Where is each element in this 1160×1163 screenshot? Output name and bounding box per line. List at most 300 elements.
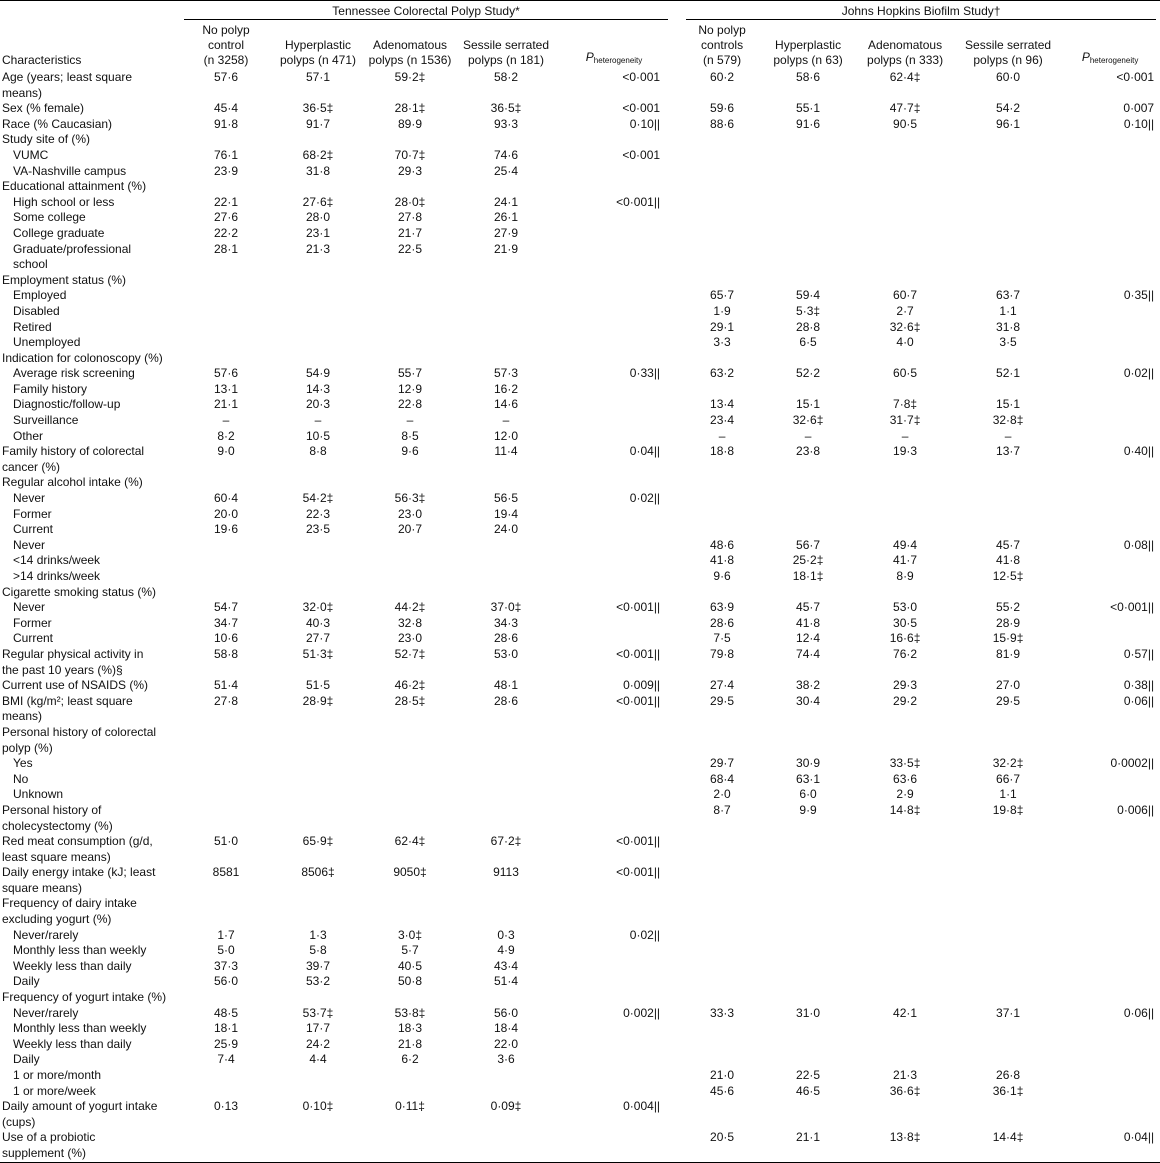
tn-p-value [556, 304, 672, 320]
table-row [0, 148, 1160, 164]
text-line: Regular physical activity in [2, 646, 144, 661]
tn-value: 8581 [212, 865, 240, 880]
tn-value: 53·8‡ [394, 1005, 426, 1020]
column-gap [672, 507, 682, 523]
tn-value: 1·3 [309, 927, 327, 942]
tn-value: 0·3 [497, 927, 515, 942]
text-line: Graduate/professional [13, 241, 132, 256]
jh-value: 60·7 [893, 288, 918, 303]
tn-p-value [556, 288, 672, 304]
header-jh-col-0 [682, 23, 762, 70]
jh-value [854, 491, 956, 507]
text-line: Frequency of yogurt intake (%) [2, 990, 167, 1005]
column-gap [672, 616, 682, 632]
tn-value: 0·11‡ [395, 1099, 425, 1114]
tn-value: 28·9‡ [302, 693, 334, 708]
jh-value: 6·0 [799, 787, 817, 802]
tn-value: 39·7 [305, 958, 331, 973]
jh-value [854, 148, 956, 164]
tn-value [456, 179, 556, 195]
tn-value: 19·6 [213, 522, 239, 537]
jh-value [854, 507, 956, 523]
jh-p-value [1060, 413, 1160, 429]
tn-value: 8506‡ [301, 865, 335, 880]
jh-value: 15·9‡ [992, 631, 1024, 646]
row-label [0, 475, 180, 491]
tn-value: 23·9 [213, 163, 239, 178]
tn-value [180, 320, 272, 336]
tn-value: 31·8 [305, 163, 331, 178]
row-label [0, 974, 180, 990]
table-row [0, 210, 1160, 226]
tn-value: 23·0 [397, 631, 423, 646]
jh-p-value [1060, 1099, 1160, 1130]
jh-value: 60·2 [710, 70, 735, 84]
text-line: Daily [13, 1052, 40, 1067]
text-line: Other [13, 428, 44, 443]
column-gap [672, 1084, 682, 1100]
tn-value: 3·6 [497, 1052, 515, 1067]
jh-value [956, 865, 1060, 896]
tn-p-value: <0·001|| [616, 865, 661, 880]
jh-value [956, 1052, 1060, 1068]
text-line: polyps (n 471) [279, 53, 357, 67]
jh-value: 9·9 [799, 802, 817, 817]
row-label [0, 990, 180, 1006]
tn-value: 12·0 [493, 428, 519, 443]
tn-value: 28·0 [305, 210, 331, 225]
tn-value [180, 273, 272, 289]
tn-value: 76·1 [213, 147, 239, 162]
jh-value: 2·0 [713, 787, 731, 802]
jh-p-value [1060, 616, 1160, 632]
tn-value: – [406, 413, 414, 428]
jh-value [854, 896, 956, 927]
jh-value [956, 475, 1060, 491]
header-tn-col-0 [180, 23, 272, 70]
tn-p-value [556, 772, 672, 788]
text-line: No polyp [202, 23, 250, 37]
row-label [0, 1021, 180, 1037]
table-row [0, 1130, 1160, 1162]
jh-value: 48·6 [710, 537, 735, 552]
jh-value: 32·6‡ [889, 319, 921, 334]
column-gap [672, 413, 682, 429]
text-line: 1 or more/month [13, 1068, 102, 1082]
row-label [0, 413, 180, 429]
tn-value: 51·4 [493, 974, 519, 989]
tn-value: 27·8 [213, 693, 239, 708]
row-label [0, 522, 180, 538]
text-line: Daily [13, 974, 40, 989]
tn-value [272, 756, 364, 772]
text-line: 1 or more/week [13, 1083, 96, 1098]
table-row [0, 164, 1160, 180]
text-line: College graduate [13, 225, 105, 240]
tn-value: 18·1 [213, 1021, 239, 1036]
tn-p-value [556, 475, 672, 491]
jh-value [762, 210, 854, 226]
tn-p-value: <0·001|| [616, 600, 661, 615]
text-line: Never/rarely [13, 927, 79, 942]
jh-value: 7·5 [713, 631, 731, 646]
jh-value: 28·6 [710, 615, 735, 630]
jh-p-value: 0·10|| [1123, 116, 1155, 131]
tn-value: 40·5 [397, 958, 423, 973]
jh-p-value [1060, 974, 1160, 990]
table-row [0, 397, 1160, 413]
tn-value [456, 273, 556, 289]
row-label [0, 865, 180, 896]
tn-value [272, 179, 364, 195]
jh-value: 28·9 [996, 615, 1021, 630]
tn-value [272, 538, 364, 554]
text-line: VUMC [13, 147, 49, 162]
text-line: means) [2, 85, 43, 100]
jh-value [762, 491, 854, 507]
table-row [0, 678, 1160, 694]
column-gap [672, 1068, 682, 1084]
tn-value: 51·3‡ [302, 646, 334, 661]
text-line: Frequency of dairy intake excluding yogurt (%) [2, 896, 137, 927]
column-gap [672, 569, 682, 585]
tn-value: 43·4 [493, 958, 519, 973]
table-row [0, 351, 1160, 367]
row-label [0, 210, 180, 226]
jh-value: 21·1 [762, 1130, 854, 1162]
column-gap [672, 600, 682, 616]
tn-p-value [556, 585, 672, 601]
tn-value: 20·3 [305, 397, 331, 412]
jh-p-value [1060, 865, 1160, 896]
jh-value: 27·0 [996, 678, 1021, 693]
jh-p-value: 0·06|| [1123, 1005, 1155, 1020]
jh-value [956, 896, 1060, 927]
jh-value: 13·4 [710, 397, 735, 412]
text-line: cancer (%) [2, 459, 61, 474]
jh-value: 52·2 [796, 366, 821, 381]
text-line: Sex (% female) [2, 101, 85, 116]
tn-value [180, 585, 272, 601]
column-gap [672, 320, 682, 336]
tn-value: 32·0‡ [302, 600, 334, 615]
tn-value: 44·2‡ [394, 600, 426, 615]
column-gap [672, 491, 682, 507]
tn-p-value: <0·001 [622, 70, 661, 84]
column-gap [672, 226, 682, 242]
jh-value: 36·6‡ [889, 1083, 921, 1098]
jh-value [956, 928, 1060, 944]
jh-value [956, 1037, 1060, 1053]
table-row [0, 70, 1160, 101]
jh-value [854, 195, 956, 211]
tn-value [456, 538, 556, 554]
jh-p-value [1060, 335, 1160, 351]
tn-value [364, 803, 456, 834]
tn-value [272, 772, 364, 788]
text-line: Adenomatous [868, 38, 943, 52]
text-line: Surveillance [13, 413, 79, 428]
tn-value: 51·4 [213, 678, 239, 693]
tn-value [272, 725, 364, 756]
tn-value [180, 475, 272, 491]
tn-value: 21·1 [213, 397, 239, 412]
tn-value [456, 351, 556, 367]
table-row [0, 974, 1160, 990]
text-line: Family history of colorectal [2, 444, 145, 459]
jh-value [762, 242, 854, 273]
jh-value [956, 507, 1060, 523]
text-line: Former [13, 506, 52, 521]
row-label [0, 179, 180, 195]
table-row [0, 943, 1160, 959]
jh-value [762, 974, 854, 990]
jh-value: 59·6 [710, 101, 735, 116]
tn-value: 9113 [493, 865, 519, 880]
table-row [0, 553, 1160, 569]
column-gap [672, 304, 682, 320]
text-line: Diagnostic/follow-up [13, 397, 121, 412]
jh-value [762, 179, 854, 195]
tn-value: 28·5‡ [394, 693, 426, 708]
jh-value: 63·2 [710, 366, 735, 381]
tn-value: 0·09‡ [490, 1099, 522, 1114]
tn-value [456, 990, 556, 1006]
column-gap [672, 1021, 682, 1037]
tn-value [456, 335, 556, 351]
tn-value [456, 803, 556, 834]
jh-value: 46·5 [796, 1083, 821, 1098]
tn-value [456, 475, 556, 491]
tn-value [272, 304, 364, 320]
tn-value: 34·3 [493, 615, 519, 630]
table-row [0, 928, 1160, 944]
jh-value: 55·1 [796, 101, 821, 116]
jh-value [854, 725, 956, 756]
tn-value: 27·6 [213, 210, 239, 225]
tn-p-value [556, 1130, 672, 1162]
jh-value: 1·1 [999, 303, 1017, 318]
jh-value: 63·1 [796, 771, 821, 786]
jh-p-value [1060, 382, 1160, 398]
table-row [0, 195, 1160, 211]
jh-p-value [1060, 273, 1160, 289]
text-line: Daily amount of yogurt intake [2, 1099, 158, 1114]
tn-value: 20·0 [213, 506, 239, 521]
row-label [0, 631, 180, 647]
jh-p-value [1060, 429, 1160, 445]
table-row [0, 959, 1160, 975]
jh-value: 29·5 [996, 693, 1021, 708]
tn-value [180, 304, 272, 320]
text-line: Current use of NSAIDS (%) [2, 678, 149, 693]
tn-value: 20·7 [397, 522, 423, 537]
column-gap [672, 429, 682, 445]
jh-value [956, 491, 1060, 507]
row-label [0, 585, 180, 601]
text-line: VA-Nashville campus [13, 163, 127, 178]
row-label [0, 273, 180, 289]
jh-value: 37·1 [996, 1005, 1021, 1020]
tn-value: 10·6 [213, 631, 239, 646]
tn-value [272, 1130, 364, 1162]
table-row [0, 694, 1160, 725]
table-row [0, 117, 1160, 133]
column-gap [672, 164, 682, 180]
table-row [0, 803, 1160, 834]
text-line: supplement (%) [2, 1145, 87, 1160]
jh-value [956, 990, 1060, 1006]
tn-value: 28·1‡ [394, 101, 426, 116]
tn-value [272, 553, 364, 569]
jh-value [956, 1021, 1060, 1037]
row-label [0, 335, 180, 351]
jh-value [956, 273, 1060, 289]
jh-value [682, 585, 762, 601]
jh-value: 42·1 [893, 1005, 918, 1020]
tn-value [272, 351, 364, 367]
jh-p-value [1060, 725, 1160, 756]
jh-value [762, 1052, 854, 1068]
jh-value: 28·8 [796, 319, 821, 334]
jh-value [682, 179, 762, 195]
tn-value [456, 725, 556, 756]
jh-value [682, 725, 762, 756]
jh-value: 62·4‡ [889, 70, 921, 84]
table-row [0, 444, 1160, 475]
jh-p-value [1060, 896, 1160, 927]
jh-p-value [1060, 179, 1160, 195]
table-row [0, 366, 1160, 382]
tn-value: 14·6 [493, 397, 519, 412]
jh-value [956, 585, 1060, 601]
text-line: No polyp [698, 23, 746, 37]
text-line: the past 10 years (%)§ [2, 662, 123, 677]
table-row [0, 569, 1160, 585]
tn-value: 12·9 [397, 381, 423, 396]
jh-value: 96·1 [996, 116, 1021, 131]
column-gap [672, 896, 682, 927]
tn-p-value [556, 553, 672, 569]
jh-value: 20·5 [682, 1130, 762, 1162]
tn-value: 8·2 [217, 428, 235, 443]
table-row [0, 772, 1160, 788]
jh-value: 1·1 [999, 787, 1017, 802]
jh-p-value [1060, 569, 1160, 585]
jh-value [854, 585, 956, 601]
tn-value: 22·8 [397, 397, 423, 412]
jh-value [854, 210, 956, 226]
row-label [0, 834, 180, 865]
header-p-heterogeneity [1060, 23, 1160, 70]
jh-value: – [1004, 428, 1012, 443]
jh-value [854, 273, 956, 289]
column-gap [672, 444, 682, 475]
column-gap [672, 694, 682, 725]
jh-p-value [1060, 195, 1160, 211]
table-row [0, 585, 1160, 601]
tn-value: 6·2 [401, 1052, 419, 1067]
column-gap [672, 132, 682, 148]
jh-value [854, 242, 956, 273]
jh-value: 32·6‡ [792, 413, 824, 428]
jh-value [682, 491, 762, 507]
jh-p-value [1060, 928, 1160, 944]
row-label [0, 148, 180, 164]
jh-p-value: 0·06|| [1123, 693, 1155, 708]
tn-value [180, 772, 272, 788]
jh-value [956, 210, 1060, 226]
tn-value: 46·2‡ [394, 678, 426, 693]
tn-value: 27·9 [493, 225, 519, 240]
jh-p-value [1060, 475, 1160, 491]
jh-value [682, 974, 762, 990]
column-gap [672, 179, 682, 195]
column-gap [672, 242, 682, 273]
tn-value: 16·2 [493, 381, 519, 396]
jh-value [854, 226, 956, 242]
tn-value [364, 756, 456, 772]
row-label [0, 678, 180, 694]
tn-p-value [556, 335, 672, 351]
tn-value [272, 320, 364, 336]
jh-value [854, 1037, 956, 1053]
jh-value: 19·3 [893, 444, 918, 459]
tn-value: 4·4 [309, 1052, 327, 1067]
jh-value [682, 990, 762, 1006]
table-row [0, 756, 1160, 772]
tn-value [180, 569, 272, 585]
jh-value [956, 132, 1060, 148]
tn-value [456, 288, 556, 304]
tn-p-value: 0·02|| [629, 491, 661, 506]
jh-value: 32·2‡ [992, 756, 1024, 771]
tn-p-value [556, 990, 672, 1006]
jh-value [854, 1099, 956, 1130]
text-line: Employed [13, 288, 67, 303]
jh-value [854, 974, 956, 990]
jh-value [762, 725, 854, 756]
column-gap [672, 928, 682, 944]
tn-value: 54·2‡ [302, 491, 334, 506]
group-tennessee: Tennessee Colorectal Polyp Study* [184, 4, 668, 21]
jh-p-value [1060, 943, 1160, 959]
jh-value: 3·3 [713, 335, 731, 350]
jh-value: 12·5‡ [992, 569, 1024, 583]
jh-p-value [1060, 631, 1160, 647]
tn-p-value [556, 413, 672, 429]
tn-p-value [556, 132, 672, 148]
tn-value [180, 538, 272, 554]
jh-value: 30·9 [796, 756, 821, 771]
jh-value [956, 179, 1060, 195]
jh-value [762, 475, 854, 491]
tn-value: 56·3‡ [394, 491, 426, 506]
tn-value: 11·4 [494, 444, 518, 459]
table-row [0, 335, 1160, 351]
tn-value: 28·6 [493, 631, 519, 646]
tn-value [364, 1084, 456, 1100]
jh-value: 21·3 [893, 1068, 918, 1082]
tn-p-value [556, 725, 672, 756]
tn-value [272, 803, 364, 834]
tn-p-value [556, 507, 672, 523]
column-gap [672, 117, 682, 133]
column-gap [672, 943, 682, 959]
jh-value: 29·2 [893, 693, 918, 708]
row-label [0, 896, 180, 927]
row-label [0, 507, 180, 523]
